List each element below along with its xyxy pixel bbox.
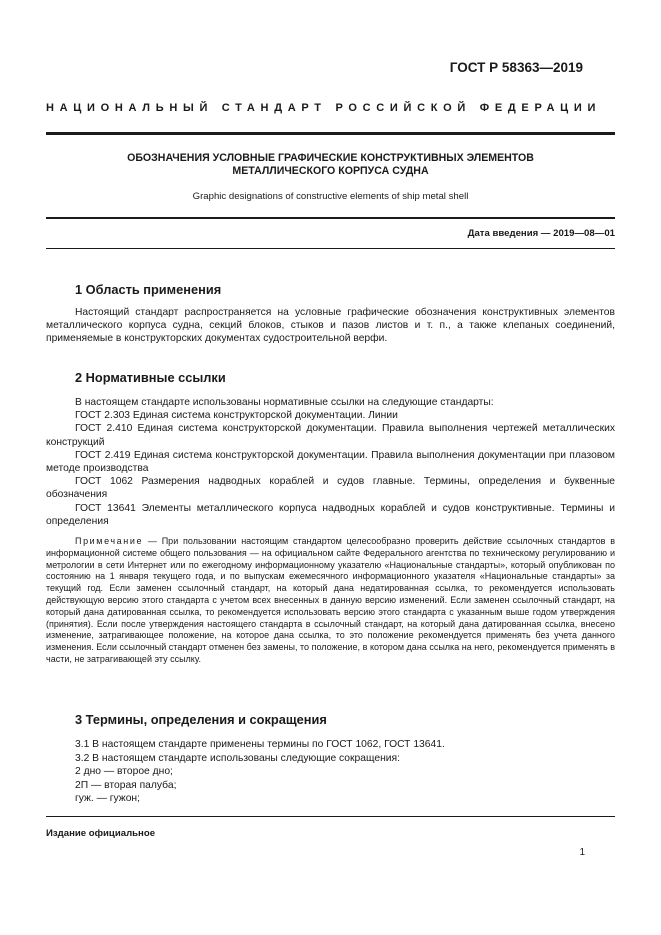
section-3-heading: 3 Термины, определения и сокращения (75, 712, 327, 727)
section-1-paragraph: Настоящий стандарт распространяется на условные графические обозначения конструктивных элементов металлического корпуса судна, секций блоков, стыков и пазов листов и т. п., а также клепаных соединений, применяемые в конструкторских документах судостроительной верфи. (46, 307, 615, 345)
page-number: 1 (579, 847, 585, 858)
reference-item: ГОСТ 2.410 Единая система конструкторской документации. Правила выполнения чертежей металлических конструкций (46, 423, 615, 448)
section-3-line: гуж. — гужон; (75, 793, 140, 805)
footer-divider (46, 816, 615, 817)
section-2-heading: 2 Нормативные ссылки (75, 370, 226, 385)
header-divider (46, 132, 615, 135)
note-text: — При пользовании настоящим стандартом целесообразно проверить действие ссылочных стандартов в информационной системе общего пользования — на официальном сайте Федерального агентства по техническому регулированию и метрологии в сети Интернет или по ежегодному информационному указателю «Национальные стандарты», который опубликован по состоянию на 1 января текущего года, и по выпускам ежемесячного информационного указателя «Национальные стандарты» за текущий год. Если заменен ссылочный стандарт, на который дана недатированная ссылка, то рекомендуется использовать действующую версию этого стандарта с учетом всех внесенных в данную версию изменений. Если заменен ссылочный стандарт, на который дана датированная ссылка, то рекомендуется использовать версию этого стандарта с указанным выше годом утверждения (принятия). Если после утверждения настоящего стандарта в ссылочный стандарт, на который дана датированная ссылка, внесено изменение, затрагивающее положение, на которое дана ссылка, то это положение рекомендуется применять без учета данного изменения. Если ссылочный стандарт отменен без замены, то положение, в котором дана ссылка на него, рекомендуется применять в части, не затрагивающей эту ссылку. (46, 536, 615, 664)
document-title (46, 152, 615, 178)
section-2-intro: В настоящем стандарте использованы нормативные ссылки на следующие стандарты: (75, 397, 494, 408)
english-title: Graphic designations of constructive elements of ship metal shell (192, 191, 469, 202)
section-3-line: 2 дно — второе дно; (75, 766, 173, 778)
section-3-body (75, 738, 445, 806)
section-2-note (46, 536, 615, 666)
section-3-line: 3.2 В настоящем стандарте использованы следующие сокращения: (75, 752, 400, 764)
reference-item: ГОСТ 2.303 Единая система конструкторской документации. Линии (75, 410, 398, 422)
date-divider (46, 248, 615, 249)
reference-item: ГОСТ 1062 Размерения надводных кораблей и судов главные. Термины, определения и буквенные обозначения (46, 476, 615, 501)
section-1-heading: 1 Область применения (75, 282, 222, 297)
section-3-line: 2П — вторая палуба; (75, 779, 177, 791)
section-1-text (46, 306, 615, 346)
title-divider (46, 217, 615, 219)
official-edition-label: Издание официальное (46, 828, 156, 839)
note-label: Примечание (75, 536, 144, 546)
section-2-body (46, 396, 615, 528)
introduction-date: Дата введения — 2019—08—01 (467, 228, 615, 239)
reference-item: ГОСТ 13641 Элементы металлического корпуса надводных кораблей и судов конструктивные. Термины и определения (46, 502, 615, 527)
section-3-line: 3.1 В настоящем стандарте применены термины по ГОСТ 1062, ГОСТ 13641. (75, 739, 445, 750)
reference-item: ГОСТ 2.419 Единая система конструкторской документации. Правила выполнения документации при плазовом методе производства (46, 449, 615, 475)
national-standard-banner: НАЦИОНАЛЬНЫЙ СТАНДАРТ РОССИЙСКОЙ ФЕДЕРАЦИИ (46, 102, 602, 114)
document-code: ГОСТ Р 58363—2019 (449, 60, 583, 75)
title-line-1: ОБОЗНАЧЕНИЯ УСЛОВНЫЕ ГРАФИЧЕСКИЕ КОНСТРУКТИВНЫХ ЭЛЕМЕНТОВ (127, 152, 534, 164)
title-line-2: МЕТАЛЛИЧЕСКОГО КОРПУСА СУДНА (232, 165, 429, 177)
